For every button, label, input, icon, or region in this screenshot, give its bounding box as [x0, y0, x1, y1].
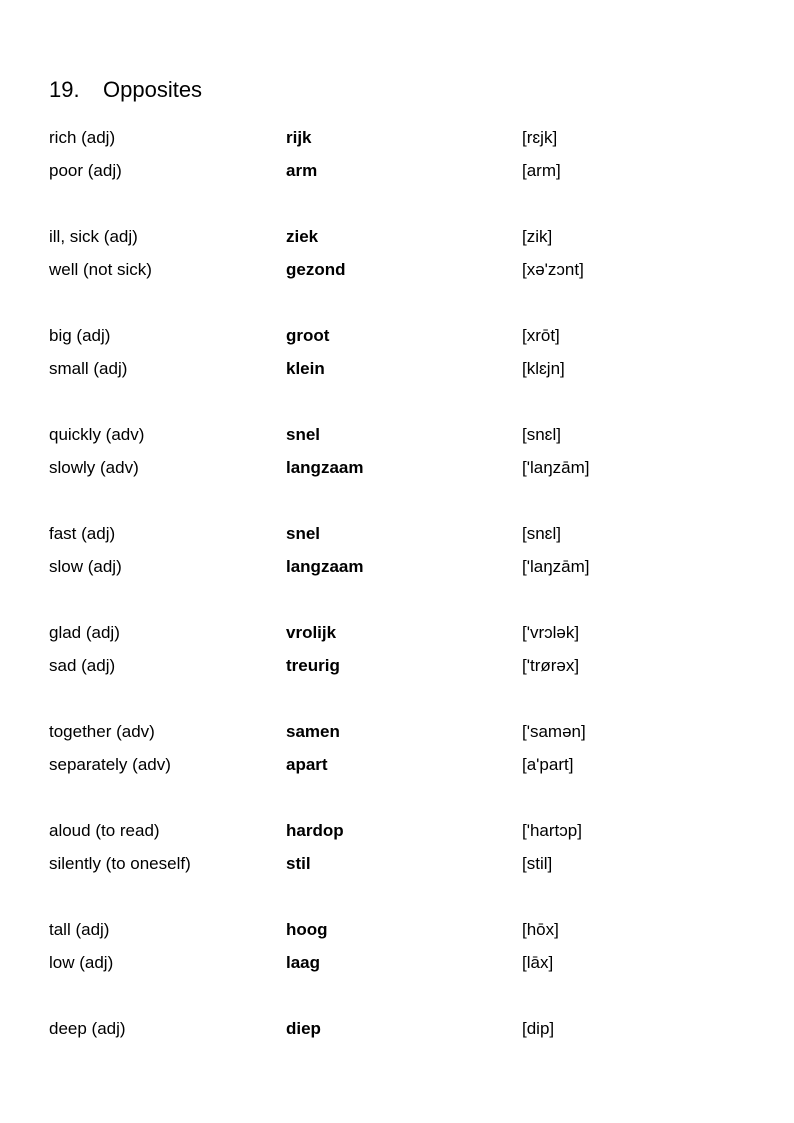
dutch-term: diep — [286, 1019, 321, 1038]
pronunciation: [stil] — [522, 854, 553, 873]
dutch-term: klein — [286, 359, 325, 378]
english-term: slowly (adv) — [49, 458, 139, 477]
english-term: together (adv) — [49, 722, 155, 741]
pronunciation: [rɛjk] — [522, 128, 558, 147]
dutch-term: snel — [286, 524, 321, 543]
vocab-row — [0, 226, 794, 248]
pronunciation: [dip] — [522, 1019, 555, 1038]
dutch-term: ziek — [286, 227, 319, 246]
pronunciation: [xə'zɔnt] — [522, 260, 584, 279]
dutch-term: hoog — [286, 920, 328, 939]
vocab-row — [0, 160, 794, 182]
english-term: sad (adj) — [49, 656, 116, 675]
vocab-row — [0, 1018, 794, 1040]
english-term: small (adj) — [49, 359, 128, 378]
vocab-row — [0, 523, 794, 545]
pronunciation: [hōx] — [522, 920, 559, 939]
english-term: well (not sick) — [49, 260, 152, 279]
english-term: rich (adj) — [49, 128, 116, 147]
vocab-row — [0, 754, 794, 776]
dutch-term: arm — [286, 161, 318, 180]
pronunciation: [zik] — [522, 227, 553, 246]
english-term: big (adj) — [49, 326, 111, 345]
pronunciation: ['hartɔp] — [522, 821, 582, 840]
dutch-term: langzaam — [286, 458, 364, 477]
vocab-row — [0, 424, 794, 446]
vocab-row — [0, 259, 794, 281]
pronunciation: [snɛl] — [522, 524, 561, 543]
english-term: quickly (adv) — [49, 425, 145, 444]
dutch-term: samen — [286, 722, 340, 741]
vocab-row — [0, 358, 794, 380]
english-term: deep (adj) — [49, 1019, 126, 1038]
pronunciation: [a'part] — [522, 755, 574, 774]
english-term: separately (adv) — [49, 755, 171, 774]
dutch-term: snel — [286, 425, 321, 444]
vocab-row — [0, 622, 794, 644]
pronunciation: [snɛl] — [522, 425, 561, 444]
english-term: fast (adj) — [49, 524, 116, 543]
section-number: 19. — [49, 76, 80, 102]
pronunciation: ['laŋzām] — [522, 557, 590, 576]
english-term: tall (adj) — [49, 920, 110, 939]
dutch-term: rijk — [286, 128, 312, 147]
dutch-term: laag — [286, 953, 321, 972]
vocab-row — [0, 853, 794, 875]
vocab-row — [0, 820, 794, 842]
dutch-term: treurig — [286, 656, 340, 675]
dutch-term: gezond — [286, 260, 346, 279]
dutch-term: groot — [286, 326, 330, 345]
pronunciation: [lāx] — [522, 953, 554, 972]
vocab-row — [0, 556, 794, 578]
dutch-term: apart — [286, 755, 328, 774]
pronunciation: ['samən] — [522, 722, 586, 741]
dutch-term: hardop — [286, 821, 344, 840]
pronunciation: [arm] — [522, 161, 561, 180]
section-title: Opposites — [103, 76, 203, 102]
vocab-row — [0, 952, 794, 974]
english-term: glad (adj) — [49, 623, 120, 642]
pronunciation: [klɛjn] — [522, 359, 565, 378]
pronunciation: [xrōt] — [522, 326, 560, 345]
vocab-row — [0, 325, 794, 347]
dutch-term: langzaam — [286, 557, 364, 576]
english-term: ill, sick (adj) — [49, 227, 138, 246]
english-term: silently (to oneself) — [49, 854, 191, 873]
english-term: slow (adj) — [49, 557, 122, 576]
english-term: aloud (to read) — [49, 821, 160, 840]
pronunciation: ['trørəx] — [522, 656, 580, 675]
dutch-term: stil — [286, 854, 311, 873]
vocab-row — [0, 457, 794, 479]
pronunciation: ['vrɔlək] — [522, 623, 580, 642]
pronunciation: ['laŋzām] — [522, 458, 590, 477]
vocab-row — [0, 655, 794, 677]
english-term: poor (adj) — [49, 161, 122, 180]
vocab-row — [0, 127, 794, 149]
vocab-row — [0, 721, 794, 743]
english-term: low (adj) — [49, 953, 114, 972]
vocab-row — [0, 919, 794, 941]
dutch-term: vrolijk — [286, 623, 337, 642]
